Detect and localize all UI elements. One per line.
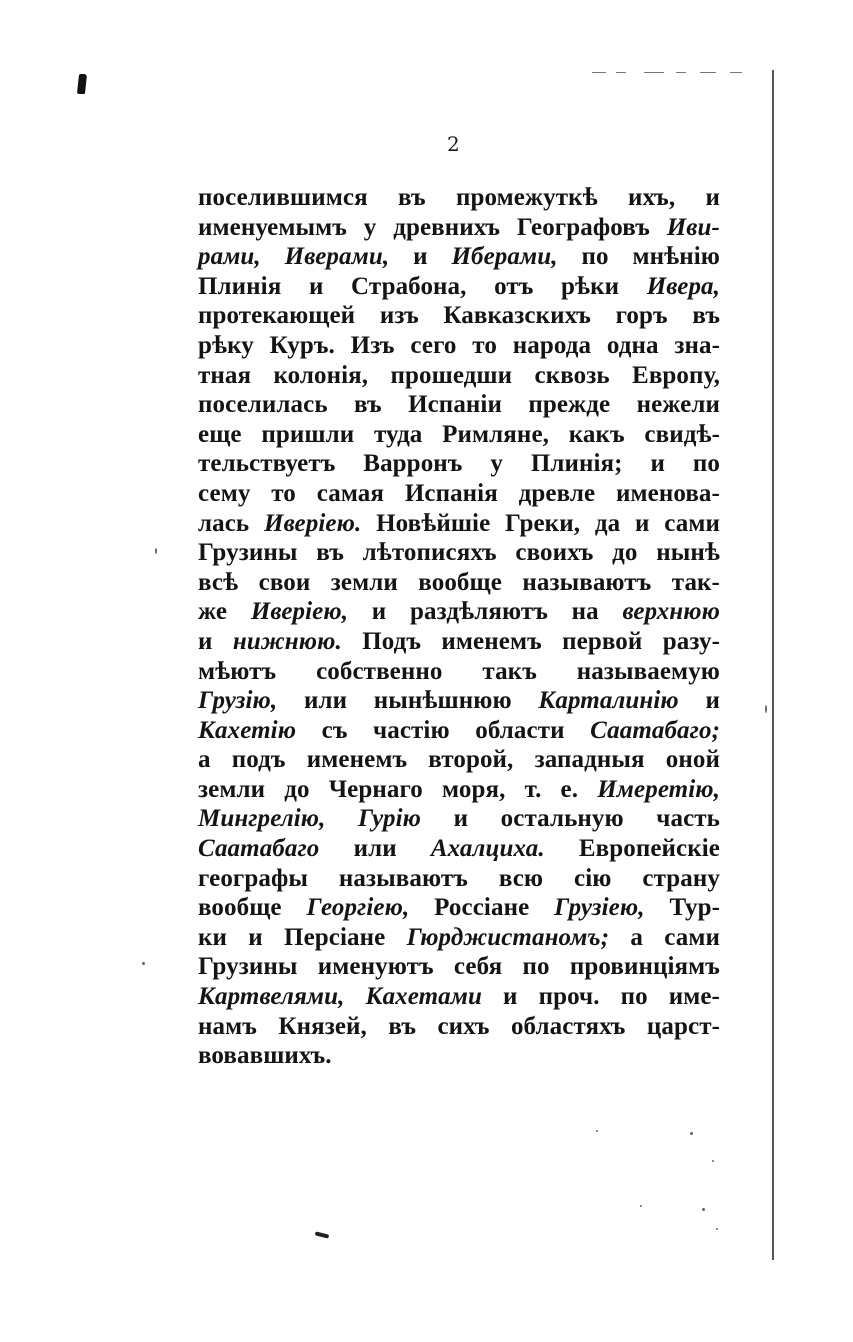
text-segment: а подъ именемъ второй, западныя оной bbox=[198, 746, 721, 774]
italic-text: Мингрелію, Гурію bbox=[198, 805, 422, 833]
speck bbox=[712, 1160, 714, 1162]
text-segment: съ частію области bbox=[296, 716, 591, 744]
text-line bbox=[198, 509, 720, 539]
text-line bbox=[198, 568, 720, 598]
text-line bbox=[198, 420, 720, 450]
ink-mark bbox=[315, 1231, 330, 1238]
text-segment: Европейскіе bbox=[544, 835, 720, 863]
text-line bbox=[198, 331, 720, 361]
ink-blot bbox=[77, 74, 87, 94]
text-segment: поселилась въ Испаніи прежде нежели bbox=[198, 391, 721, 419]
text-segment: сему то самая Испанія древле именова- bbox=[198, 479, 720, 507]
text-line bbox=[198, 390, 720, 420]
text-segment: или bbox=[319, 835, 431, 863]
text-line bbox=[198, 479, 720, 509]
italic-text: Ахалциха. bbox=[430, 835, 545, 863]
text-line bbox=[198, 1012, 720, 1042]
text-segment: Грузины въ лѣтописяхъ своихъ до нынѣ bbox=[198, 539, 720, 567]
text-line bbox=[198, 745, 720, 775]
text-segment: поселившимся въ промежуткѣ ихъ, и bbox=[198, 184, 721, 211]
text-segment: рѣку Куръ. Изъ сего то народа одна зна- bbox=[198, 331, 721, 359]
text-line bbox=[198, 627, 720, 657]
text-line bbox=[198, 923, 720, 953]
text-segment: Грузины именуютъ себя по провинціямъ bbox=[198, 953, 720, 981]
speck bbox=[702, 1208, 705, 1211]
italic-text: Ивера, bbox=[646, 272, 721, 300]
text-line bbox=[198, 449, 720, 479]
italic-text: Иверіею, bbox=[250, 598, 349, 626]
text-segment: и bbox=[198, 627, 233, 655]
italic-text: Грузію, bbox=[198, 687, 278, 715]
text-line bbox=[198, 242, 720, 272]
text-segment: и bbox=[678, 687, 720, 715]
scan-mark bbox=[730, 72, 742, 73]
italic-text: Иверіею. bbox=[264, 509, 362, 537]
scan-mark bbox=[700, 72, 716, 73]
italic-text: Кахетію bbox=[198, 716, 297, 744]
italic-text: рами, Иверами, bbox=[198, 243, 390, 271]
page-number: 2 bbox=[447, 132, 460, 156]
text-segment: Тур- bbox=[644, 894, 721, 922]
text-segment: вообще bbox=[198, 894, 307, 922]
speck bbox=[690, 1132, 693, 1135]
italic-text: Георгіею, bbox=[306, 894, 410, 922]
scan-mark bbox=[592, 72, 606, 73]
italic-text: Карталинію bbox=[538, 687, 679, 715]
italic-text: Гюрджистаномъ; bbox=[406, 923, 610, 951]
text-segment: а сами bbox=[609, 923, 720, 951]
italic-text: Грузіею, bbox=[554, 894, 645, 922]
text-segment: же bbox=[198, 598, 251, 626]
body-text bbox=[198, 183, 720, 1071]
text-segment: Плинія и Страбона, отъ рѣки bbox=[198, 272, 647, 300]
italic-text: Иви- bbox=[666, 213, 720, 241]
text-line bbox=[198, 893, 720, 923]
scan-mark bbox=[676, 72, 686, 73]
speck bbox=[765, 705, 767, 713]
text-segment: тная колонія, прошедши сквозь Европу, bbox=[198, 361, 720, 389]
text-segment: Новѣйшіе Греки, да и сами bbox=[361, 509, 721, 537]
scan-mark bbox=[644, 72, 664, 73]
text-line bbox=[198, 538, 720, 568]
italic-text: Картвелями, Кахетами bbox=[198, 983, 483, 1011]
text-line bbox=[198, 213, 720, 243]
speck bbox=[716, 1228, 718, 1230]
text-segment: Россіане bbox=[409, 894, 555, 922]
text-line bbox=[198, 716, 720, 746]
text-line bbox=[198, 775, 720, 805]
text-line bbox=[198, 597, 720, 627]
text-line bbox=[198, 301, 720, 331]
text-segment: и остальную часть bbox=[421, 805, 720, 833]
text-segment: тельствуетъ Варронъ у Плинія; и по bbox=[198, 450, 720, 478]
text-segment: и bbox=[389, 243, 452, 271]
page-edge-line bbox=[772, 70, 774, 1260]
text-line bbox=[198, 183, 720, 213]
italic-text: нижнюю. bbox=[232, 627, 342, 655]
text-line bbox=[198, 952, 720, 982]
text-segment: мѣютъ собственно такъ называемую bbox=[198, 657, 720, 685]
italic-text: Имеретію, bbox=[597, 775, 720, 803]
scan-mark bbox=[616, 72, 626, 73]
text-segment: географы называютъ всю сію страну bbox=[198, 864, 721, 892]
italic-text: верхнюю bbox=[622, 598, 720, 626]
text-segment: намъ Князей, въ сихъ областяхъ царст- bbox=[198, 1012, 720, 1040]
text-segment: лась bbox=[198, 509, 265, 537]
italic-text: Иберами, bbox=[451, 243, 558, 271]
text-segment: и раздѣляютъ на bbox=[348, 598, 623, 626]
text-line bbox=[198, 272, 720, 302]
text-segment: еще пришли туда Римляне, какъ свидѣ- bbox=[198, 420, 721, 448]
text-segment: или нынѣшнюю bbox=[277, 687, 539, 715]
text-line bbox=[198, 804, 720, 834]
text-segment: ки и Персіане bbox=[198, 923, 407, 951]
text-segment: вовавшихъ. bbox=[198, 1042, 332, 1070]
text-segment: по мнѣнію bbox=[557, 243, 720, 271]
text-line bbox=[198, 1041, 332, 1071]
speck bbox=[640, 1205, 642, 1207]
text-line bbox=[198, 834, 720, 864]
text-segment: всѣ свои земли вообще называютъ так- bbox=[198, 568, 720, 596]
text-segment: протекающей изъ Кавказскихъ горъ въ bbox=[198, 302, 720, 330]
italic-text: Саатабаго bbox=[198, 835, 320, 863]
text-segment: и проч. по име- bbox=[482, 983, 720, 1011]
text-segment: Подъ именемъ первой разу- bbox=[341, 627, 721, 655]
text-segment: именуемымъ у древнихъ Географовъ bbox=[198, 213, 667, 241]
speck bbox=[142, 962, 145, 965]
text-line bbox=[198, 686, 720, 716]
text-segment: земли до Чернаго моря, т. е. bbox=[198, 775, 598, 803]
speck bbox=[596, 1130, 598, 1132]
italic-text: Саатабаго; bbox=[590, 716, 720, 744]
text-line bbox=[198, 657, 720, 687]
speck bbox=[155, 548, 157, 554]
text-line bbox=[198, 361, 720, 391]
text-line bbox=[198, 982, 720, 1012]
text-line bbox=[198, 864, 720, 894]
